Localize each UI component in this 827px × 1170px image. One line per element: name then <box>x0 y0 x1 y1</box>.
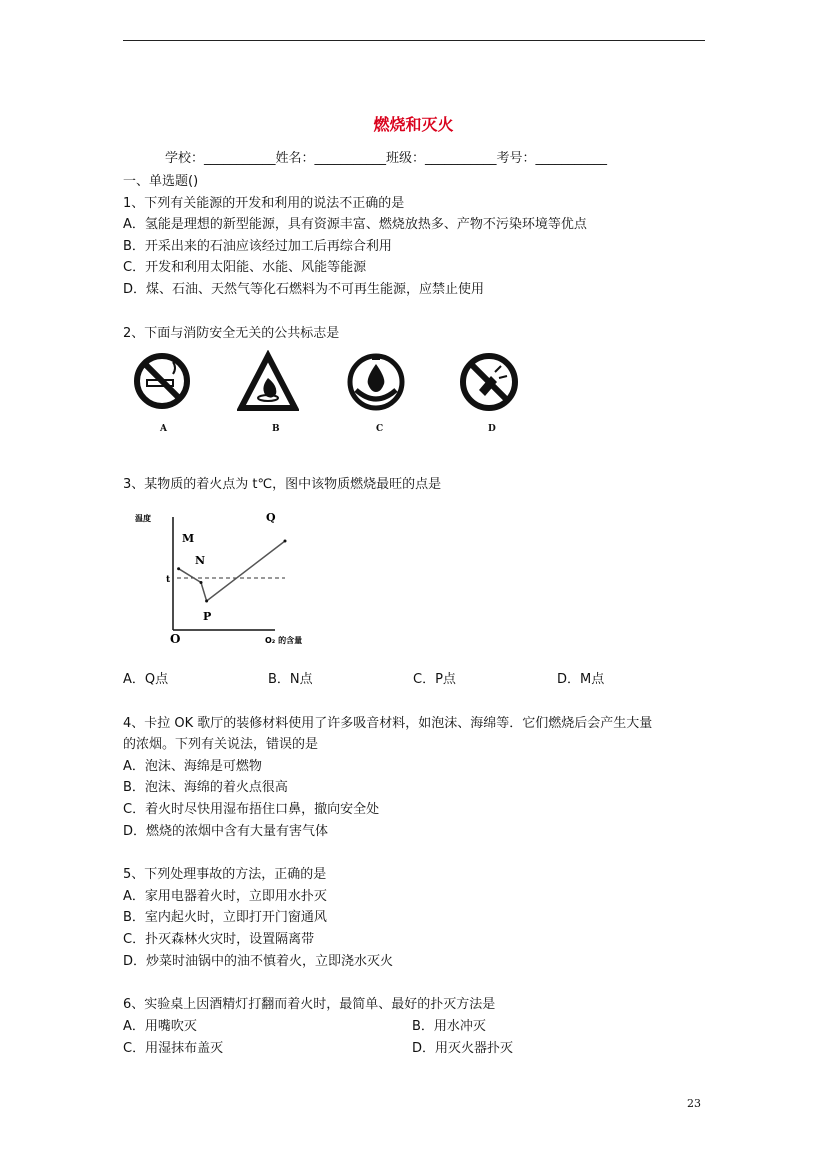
origin-label: O <box>170 632 181 646</box>
temperature-oxygen-chart <box>125 505 355 650</box>
point-p <box>205 600 208 603</box>
q4-option-a: A．泡沫、海绵是可燃物 <box>123 759 262 774</box>
q1-option-a: A．氢能是理想的新型能源，具有资源丰富、燃烧放热多、产物不污染环境等优点 <box>123 217 587 232</box>
q4-option-c: C．着火时尽快用湿布捂住口鼻，撤向安全处 <box>123 802 380 817</box>
q6-option-b: B．用水冲灭 <box>412 1019 486 1034</box>
q5-option-a: A．家用电器着火时，立即用水扑灭 <box>123 889 327 904</box>
water-saving-sign-icon <box>344 350 408 415</box>
q3-option-c: C．P点 <box>413 672 456 687</box>
q5-option-c: C．扑灭森林火灾时，设置隔离带 <box>123 932 315 947</box>
point-label-n: N <box>195 554 206 567</box>
q1-option-b: B．开采出来的石油应该经过加工后再综合利用 <box>123 239 392 254</box>
x-axis-label: O₂ 的含量 <box>265 636 303 645</box>
page-title: 燃烧和灭火 <box>373 115 454 134</box>
point-label-q: Q <box>266 511 276 524</box>
q4-stem-line1: 4、卡拉 OK 歌厅的装修材料使用了许多吸音材料，如泡沫、海绵等．它们燃烧后会产生大量 <box>123 716 653 731</box>
page-number: 23 <box>687 1097 701 1110</box>
sign-label-d: D <box>488 424 496 434</box>
header-rule <box>123 40 705 41</box>
q5-option-d: D．炒菜时油锅中的油不慎着火，立即浇水灭火 <box>123 954 394 969</box>
sign-label-a: A <box>160 424 167 434</box>
q1-option-d: D．煤、石油、天然气等化石燃料为不可再生能源，应禁止使用 <box>123 282 485 297</box>
point-label-p: P <box>203 610 212 623</box>
point-q <box>284 540 287 543</box>
q5-stem: 5、下列处理事故的方法，正确的是 <box>123 867 327 882</box>
point-label-m: M <box>182 532 195 545</box>
sign-label-b: B <box>272 424 280 434</box>
q1-option-c: C．开发和利用太阳能、水能、风能等能源 <box>123 260 367 275</box>
q1-stem: 1、下列有关能源的开发和利用的说法不正确的是 <box>123 196 405 211</box>
q5-option-b: B．室内起火时，立即打开门窗通风 <box>123 910 327 925</box>
q3-option-b: B．N点 <box>268 672 313 687</box>
section-heading: 一、单选题() <box>123 174 199 189</box>
q4-option-d: D．燃烧的浓烟中含有大量有害气体 <box>123 824 329 839</box>
no-smoking-sign-icon <box>133 350 193 415</box>
flammable-warning-sign-icon <box>237 350 299 415</box>
sign-label-c: C <box>376 424 384 434</box>
series-line <box>179 541 285 601</box>
q6-option-a: A．用嘴吹灭 <box>123 1019 197 1034</box>
q6-option-c: C．用湿抹布盖灭 <box>123 1041 224 1056</box>
no-fireworks-sign-icon <box>457 350 521 415</box>
q2-stem: 2、下面与消防安全无关的公共标志是 <box>123 326 340 341</box>
q6-stem: 6、实验桌上因酒精灯打翻而着火时，最简单、最好的扑灭方法是 <box>123 997 496 1012</box>
q3-option-d: D．M点 <box>557 672 605 687</box>
q4-option-b: B．泡沫、海绵的着火点很高 <box>123 780 288 795</box>
y-axis-label: 温度 <box>135 514 151 523</box>
threshold-label: t <box>166 575 171 585</box>
q3-stem: 3、某物质的着火点为 t℃，图中该物质燃烧最旺的点是 <box>123 477 442 492</box>
q3-option-a: A．Q点 <box>123 672 169 687</box>
q4-stem-line2: 的浓烟。下列有关说法，错误的是 <box>123 737 319 752</box>
point-m <box>177 567 180 570</box>
q6-option-d: D．用灭火器扑灭 <box>412 1041 514 1056</box>
student-info-line: 学校：___________姓名：___________班级：___________考号：___________ <box>165 151 608 166</box>
point-n <box>200 581 203 584</box>
